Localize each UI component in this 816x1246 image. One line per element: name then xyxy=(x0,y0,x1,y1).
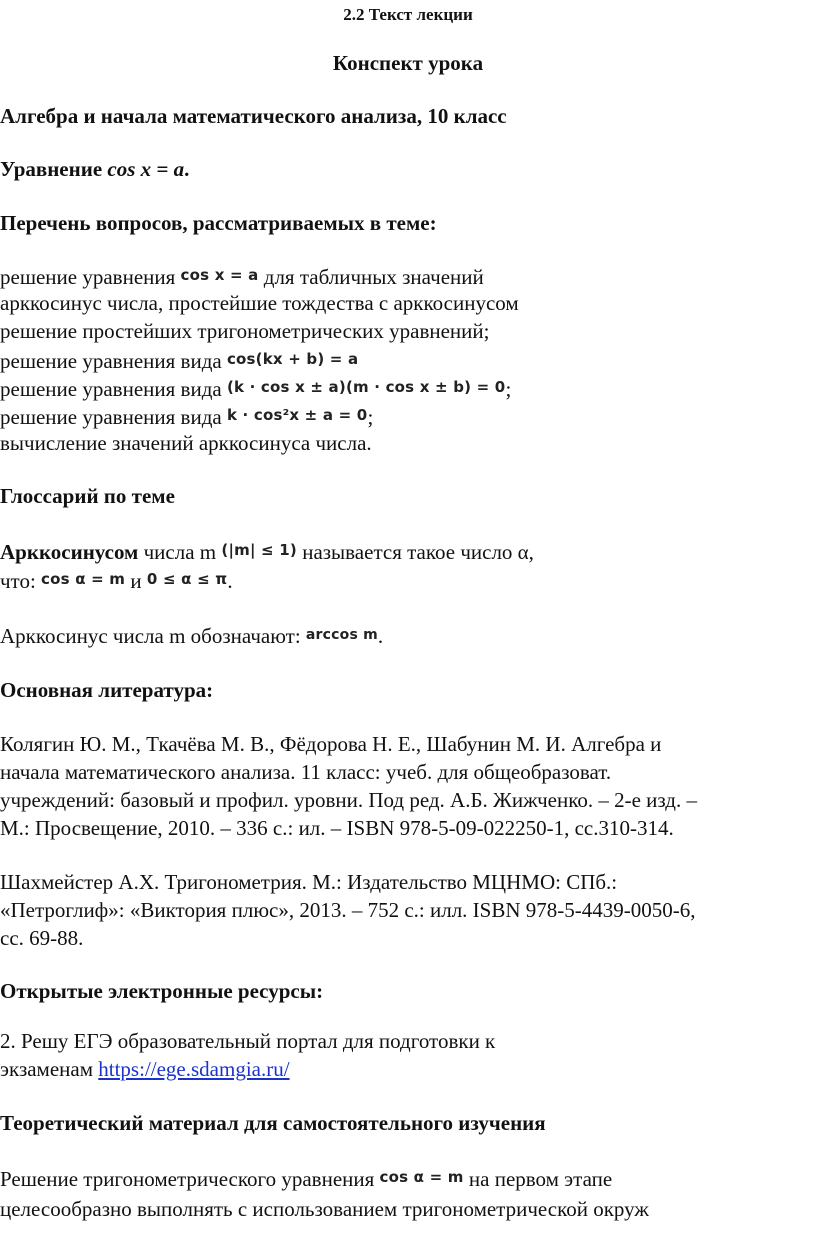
literature-ref2-line: Шахмейстер А.Х. Тригонометрия. М.: Издательство МЦНМО: СПб.: xyxy=(0,870,618,894)
notation-text: Арккосинус числа m обозначают: xyxy=(0,624,306,648)
literature-ref1-line: начала математического анализа. 11 класс: учеб. для общеобразоват. xyxy=(0,760,612,784)
theory-text: Решение тригонометрического уравнения xyxy=(0,1167,380,1191)
question-text-after: ; xyxy=(367,405,374,429)
question-text: решение уравнения вида xyxy=(0,377,227,401)
question-item xyxy=(0,346,358,374)
formula-image: arccos m xyxy=(305,627,378,643)
literature-ref1-line: учреждений: базовый и профил. уровни. Под ред. А.Б. Жижченко. – 2-е изд. – xyxy=(0,788,697,812)
question-text: решение простейших тригонометрических уравнений; xyxy=(0,319,490,343)
resources-heading: Открытые электронные ресурсы: xyxy=(0,979,324,1003)
theory-line: целесообразно выполнять с использованием тригонометрической окруж xyxy=(0,1197,649,1221)
glossary-text: . xyxy=(227,569,233,593)
literature-heading: Основная литература: xyxy=(0,678,214,702)
question-item xyxy=(0,290,519,316)
formula-image: cos α = m xyxy=(41,570,126,588)
glossary-definition xyxy=(0,537,534,565)
resource-item: 2. Решу ЕГЭ образовательный портал для подготовки к xyxy=(0,1029,496,1053)
formula-image: k · cos²x ± a = 0 xyxy=(226,406,368,424)
section-title: 2.2 Текст лекции xyxy=(343,5,473,24)
resource-link[interactable]: https://ege.sdamgia.ru/ xyxy=(98,1057,290,1081)
question-item xyxy=(0,374,511,402)
formula-image: (|m| ≤ 1) xyxy=(221,541,297,559)
glossary-definition-cont xyxy=(0,566,233,594)
question-item xyxy=(0,262,484,290)
literature-ref2-line: «Петроглиф»: «Виктория плюс», 2013. – 752 с.: илл. ISBN 978-5-4439-0050-6, xyxy=(0,898,696,922)
topic-title xyxy=(0,156,189,182)
glossary-text: и xyxy=(125,569,147,593)
topic-formula: cos x = a xyxy=(107,157,185,181)
question-item xyxy=(0,402,373,430)
question-item xyxy=(0,318,489,344)
theory-line xyxy=(0,1164,612,1192)
formula-image: 0 ≤ α ≤ π xyxy=(146,570,228,588)
question-text: вычисление значений арккосинуса числа. xyxy=(0,431,372,455)
literature-ref2-line: сс. 69-88. xyxy=(0,926,84,950)
formula-image: cos x = a xyxy=(180,266,259,284)
literature-ref1-line: Колягин Ю. М., Ткачёва М. В., Фёдорова Н. Е., Шабунин М. И. Алгебра и xyxy=(0,732,662,756)
course-title: Алгебра и начала математического анализа, 10 класс xyxy=(0,104,507,128)
page-title: Конспект урока xyxy=(332,51,484,75)
glossary-heading: Глоссарий по теме xyxy=(0,484,175,508)
question-item xyxy=(0,430,372,456)
question-text: решение уравнения вида xyxy=(0,349,227,373)
literature-ref1-line: М.: Просвещение, 2010. – 336 с.: ил. – ISBN 978-5-09-022250-1, сс.310-314. xyxy=(0,816,674,840)
glossary-term: Арккосинусом xyxy=(0,540,139,564)
notation-end: . xyxy=(377,624,384,648)
question-text-after: ; xyxy=(505,377,512,401)
questions-heading: Перечень вопросов, рассматриваемых в теме: xyxy=(0,211,437,235)
question-text: решение уравнения вида xyxy=(0,405,227,429)
topic-suffix: . xyxy=(184,157,190,181)
glossary-text: числа m xyxy=(138,540,222,564)
glossary-text: что: xyxy=(0,569,42,593)
glossary-text: называется такое число α, xyxy=(296,540,534,564)
question-text: арккосинус числа, простейшие тождества с арккосинусом xyxy=(0,291,519,315)
theory-heading: Теоретический материал для самостоятельного изучения xyxy=(0,1111,546,1135)
topic-prefix: Уравнение xyxy=(0,157,108,181)
question-text: решение уравнения xyxy=(0,265,181,289)
resource-text: экзаменам xyxy=(0,1057,99,1081)
theory-text-after: на первом этапе xyxy=(463,1167,613,1191)
formula-image: (k · cos x ± a)(m · cos x ± b) = 0 xyxy=(226,378,506,396)
formula-image: cos(kx + b) = a xyxy=(226,350,359,368)
question-text-after: для табличных значений xyxy=(258,265,484,289)
glossary-notation xyxy=(0,622,383,649)
resource-item-cont xyxy=(0,1056,290,1082)
formula-image: cos α = m xyxy=(379,1168,464,1186)
